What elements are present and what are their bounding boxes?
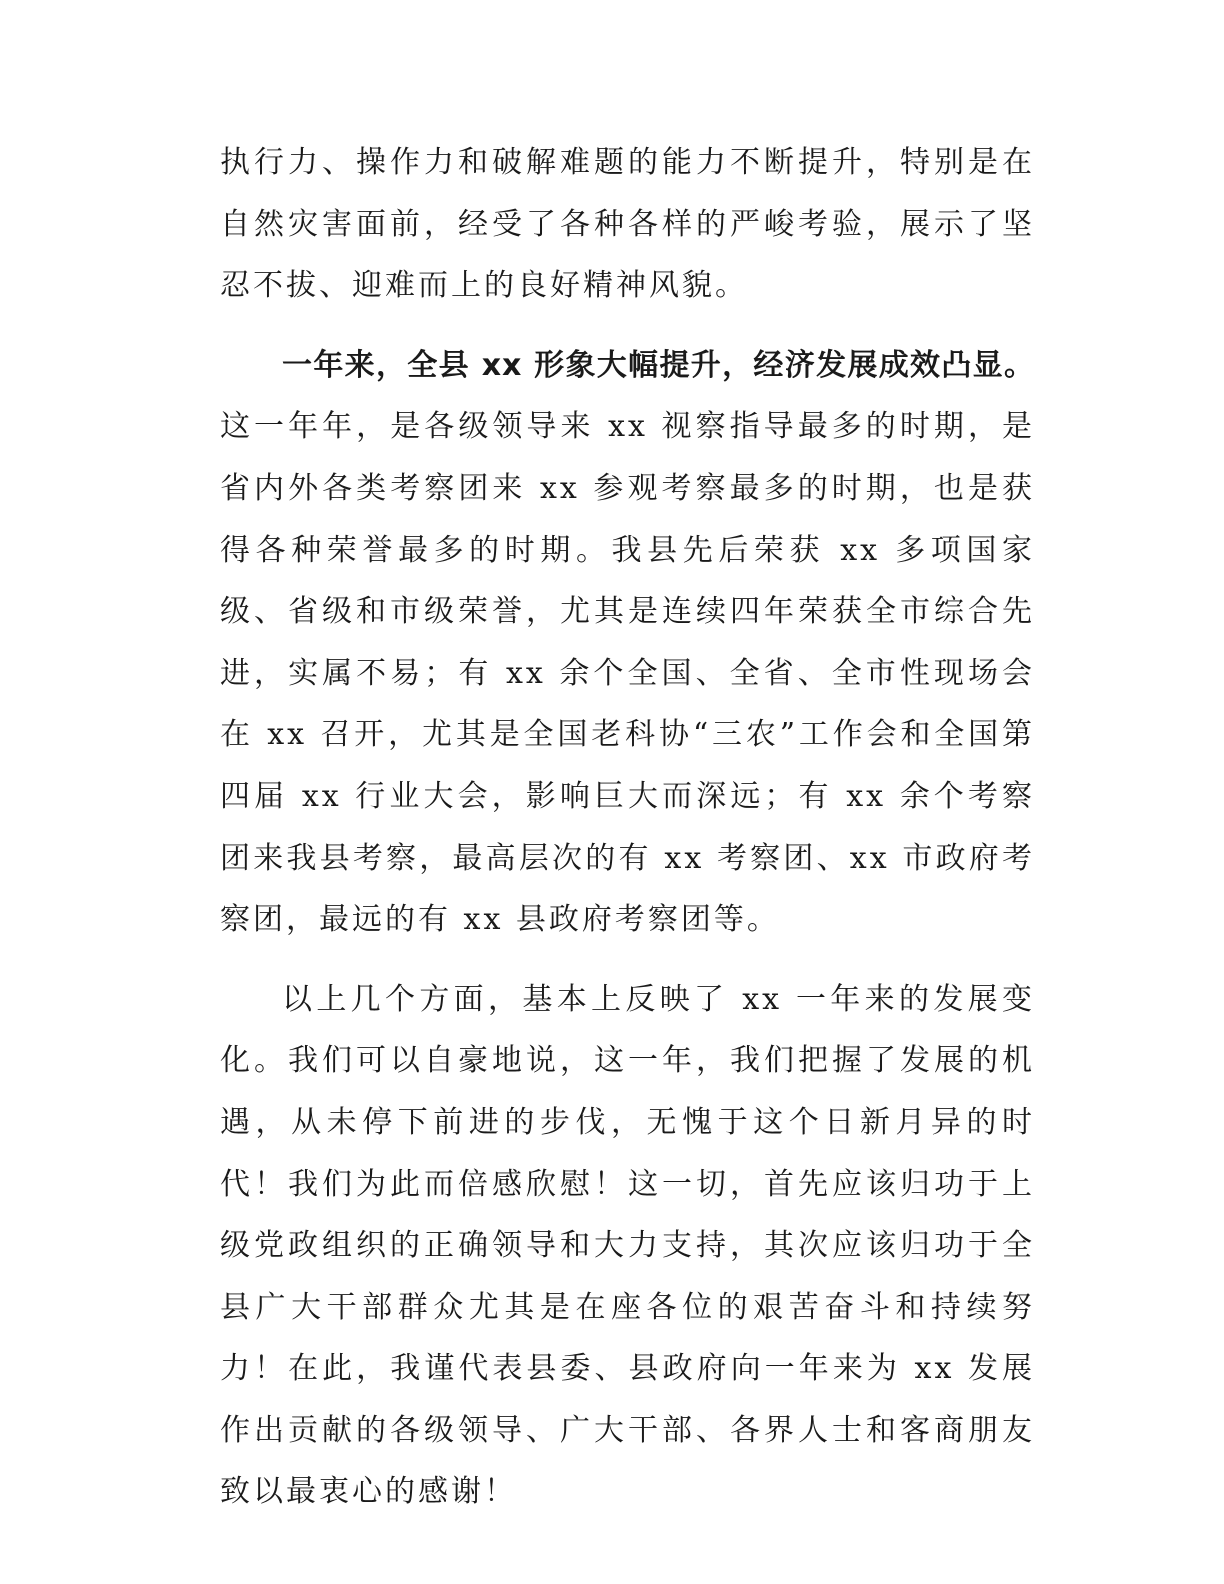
paragraph-3-text: 以上几个方面，基本上反映了 xx 一年来的发展变化。我们可以自豪地说，这一年，我们把握了发展的机遇，从未停下前进的步伐，无愧于这个日新月异的时代！我们为此而倍感欣慰！这一切，首先应该归功于上级党政组织的正确领导和大力支持，其次应该归功于全县广大干部群众尤其是在座各位的艰苦奋斗和持续努力！在此，我谨代表县委、县政府向一年来为 xx 发展作出贡献的各级领导、广大干部、各界人士和客商朋友致以最衷心的感谢！ [220,981,1035,1510]
paragraph-2-text: 这一年年，是各级领导来 xx 视察指导最多的时期，是省内外各类考察团来 xx 参观考察最多的时期，也是获得各种荣誉最多的时期。我县先后荣获 xx 多项国家级、省级和市级荣誉，尤其是连续四年荣获全市综合先进，实属不易；有 xx 余个全国、全省、全市性现场会在 xx 召开，尤其是全国老科协“三农”工作会和全国第四届 xx 行业大会，影响巨大而深远；有 xx 余个考察团来我县考察，最高层次的有 xx 考察团、xx 市政府考察团，最远的有 xx 县政府考察团等。 [220,409,1035,938]
paragraph-1-text: 执行力、操作力和破解难题的能力不断提升，特别是在自然灾害面前，经受了各种各样的严峻考验，展示了坚忍不拔、迎难而上的良好精神风貌。 [220,145,1035,304]
paragraph-2-lead: 一年来，全县 xx 形象大幅提升，经济发展成效凸显。 [282,347,1035,383]
paragraph-3 [220,969,1035,1523]
document-page [220,132,1035,1541]
paragraph-1 [220,132,1035,317]
paragraph-2 [220,335,1035,951]
